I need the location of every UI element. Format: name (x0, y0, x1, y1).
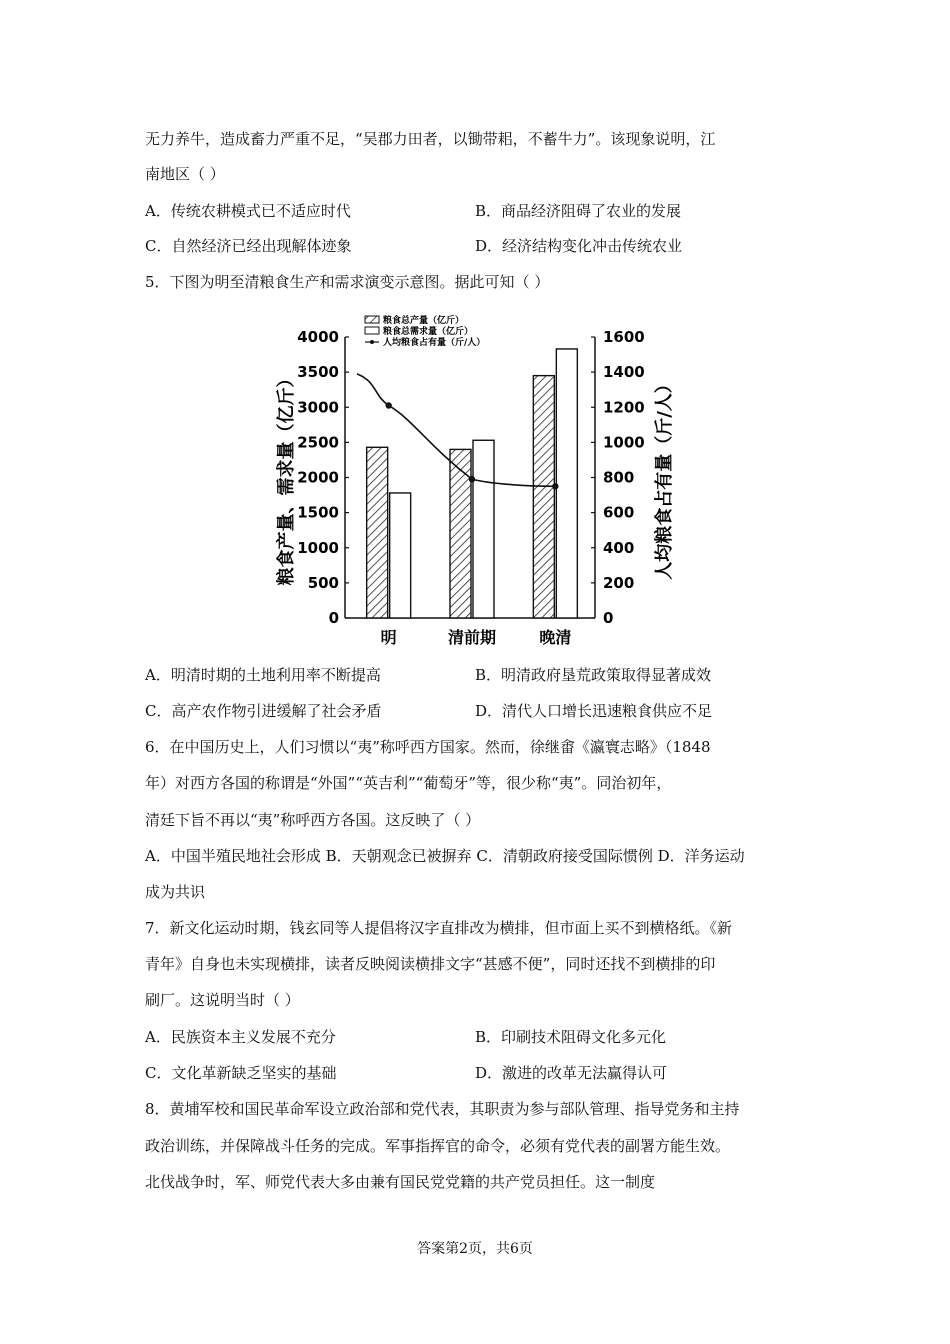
q7-option-b[interactable]: B．印刷技术阻碍文化多元化 (475, 1028, 667, 1046)
left-tick-label: 0 (328, 609, 339, 627)
q7-option-c[interactable]: C．文化革新缺乏坚实的基础 (145, 1064, 337, 1082)
production-bar (533, 376, 554, 618)
right-tick-label: 600 (603, 503, 635, 522)
right-axis-label: 人均粮食占有量（斤/人） (654, 375, 675, 580)
q8-stem-line-3: 北伐战争时，军、师党代表大多由兼有国民党党籍的共产党员担任。这一制度 (145, 1173, 656, 1191)
left-tick-label: 2000 (297, 468, 339, 487)
category-label: 晚清 (539, 628, 572, 647)
q4-stem-line-2: 南地区（ ） (145, 165, 225, 183)
q7-option-a[interactable]: A．民族资本主义发展不充分 (145, 1028, 336, 1046)
left-axis-label: 粮食产量、需求量（亿斤） (276, 369, 297, 586)
q5-option-a[interactable]: A．明清时期的土地利用率不断提高 (145, 666, 381, 684)
q4-option-d[interactable]: D．经济结构变化冲击传统农业 (475, 237, 683, 255)
legend-label: 粮食总产量（亿斤） (383, 316, 465, 326)
q7-stem-line-3: 刷厂。这说明当时（ ） (145, 991, 300, 1009)
right-tick-label: 1600 (603, 328, 645, 346)
right-tick-label: 1200 (603, 398, 645, 417)
category-label: 明 (380, 628, 397, 647)
q4-option-b[interactable]: B．商品经济阻碍了农业的发展 (475, 202, 682, 220)
category-label: 清前期 (447, 628, 497, 647)
q6-stem-line-2: 年）对西方各国的称谓是“外国”“英吉利”“葡萄牙”等，很少称“夷”。同治初年， (145, 774, 672, 792)
q7-stem-line-1: 7．新文化运动时期，钱玄同等人提倡将汉字直排改为横排，但市面上买不到横格纸。《新 (145, 919, 733, 937)
left-tick-label: 500 (307, 573, 339, 592)
grain-chart (270, 312, 690, 657)
q6-options-line-2: 成为共识 (145, 883, 206, 901)
q4-option-a[interactable]: A．传统农耕模式已不适应时代 (145, 202, 351, 220)
per-capita-point (469, 476, 475, 482)
q8-stem-line-1: 8．黄埔军校和国民革命军设立政治部和党代表，其职责为参与部队管理、指导党务和主持 (145, 1100, 740, 1118)
right-tick-label: 0 (603, 609, 614, 627)
q5-option-c[interactable]: C．高产农作物引进缓解了社会矛盾 (145, 702, 382, 720)
demand-bar (473, 440, 494, 618)
production-bar (367, 447, 388, 618)
demand-bar (390, 493, 411, 618)
left-tick-label: 3500 (297, 363, 339, 382)
production-bar (450, 449, 471, 618)
q5-option-b[interactable]: B．明清政府垦荒政策取得显著成效 (475, 666, 712, 684)
left-tick-label: 1000 (297, 538, 339, 557)
q6-stem-line-3: 清廷下旨不再以“夷”称呼西方各国。这反映了（ ） (145, 811, 481, 829)
per-capita-point (552, 483, 558, 489)
q5-stem: 5．下图为明至清粮食生产和需求演变示意图。据此可知（ ） (145, 273, 550, 291)
legend-empty-swatch (365, 327, 379, 334)
left-tick-label: 1500 (297, 503, 339, 522)
right-tick-label: 800 (603, 468, 635, 487)
q7-stem-line-2: 青年》自身也未实现横排，读者反映阅读横排文字“甚感不便”，同时还找不到横排的印 (145, 955, 716, 973)
q8-stem-line-2: 政治训练，并保障战斗任务的完成。军事指挥官的命令，必须有党代表的副署方能生效。 (145, 1137, 731, 1155)
q4-option-c[interactable]: C．自然经济已经出现解体迹象 (145, 237, 352, 255)
legend-label: 粮食总需求量（亿斤） (383, 327, 474, 337)
left-tick-label: 3000 (297, 398, 339, 417)
demand-bar (556, 349, 577, 618)
left-tick-label: 4000 (297, 328, 339, 346)
left-tick-label: 2500 (297, 433, 339, 452)
q5-option-d[interactable]: D．清代人口增长迅速粮食供应不足 (475, 702, 713, 720)
legend-hatched-swatch (365, 316, 379, 323)
right-tick-label: 400 (603, 538, 635, 557)
q6-stem-line-1: 6．在中国历史上，人们习惯以“夷”称呼西方国家。然而，徐继畬《瀛寰志略》（1848 (145, 738, 711, 756)
q6-options-line-1[interactable]: A．中国半殖民地社会形成 B．天朝观念已被摒弃 C．清朝政府接受国际惯例 D．洋务运动 (145, 847, 745, 865)
legend-line-dot (370, 340, 374, 344)
right-tick-label: 1000 (603, 433, 645, 452)
right-tick-label: 1400 (603, 363, 645, 382)
per-capita-point (385, 402, 391, 408)
right-tick-label: 200 (603, 573, 635, 592)
page-footer: 答案第2页，共6页 (417, 1241, 533, 1257)
q7-option-d[interactable]: D．激进的改革无法赢得认可 (475, 1064, 668, 1082)
legend-label: 人均粮食占有量（斤/人） (383, 338, 486, 348)
q4-stem-line-1: 无力养牛，造成畜力严重不足，“吴郡力田者，以锄带耜，不蓄牛力”。该现象说明，江 (145, 130, 716, 148)
